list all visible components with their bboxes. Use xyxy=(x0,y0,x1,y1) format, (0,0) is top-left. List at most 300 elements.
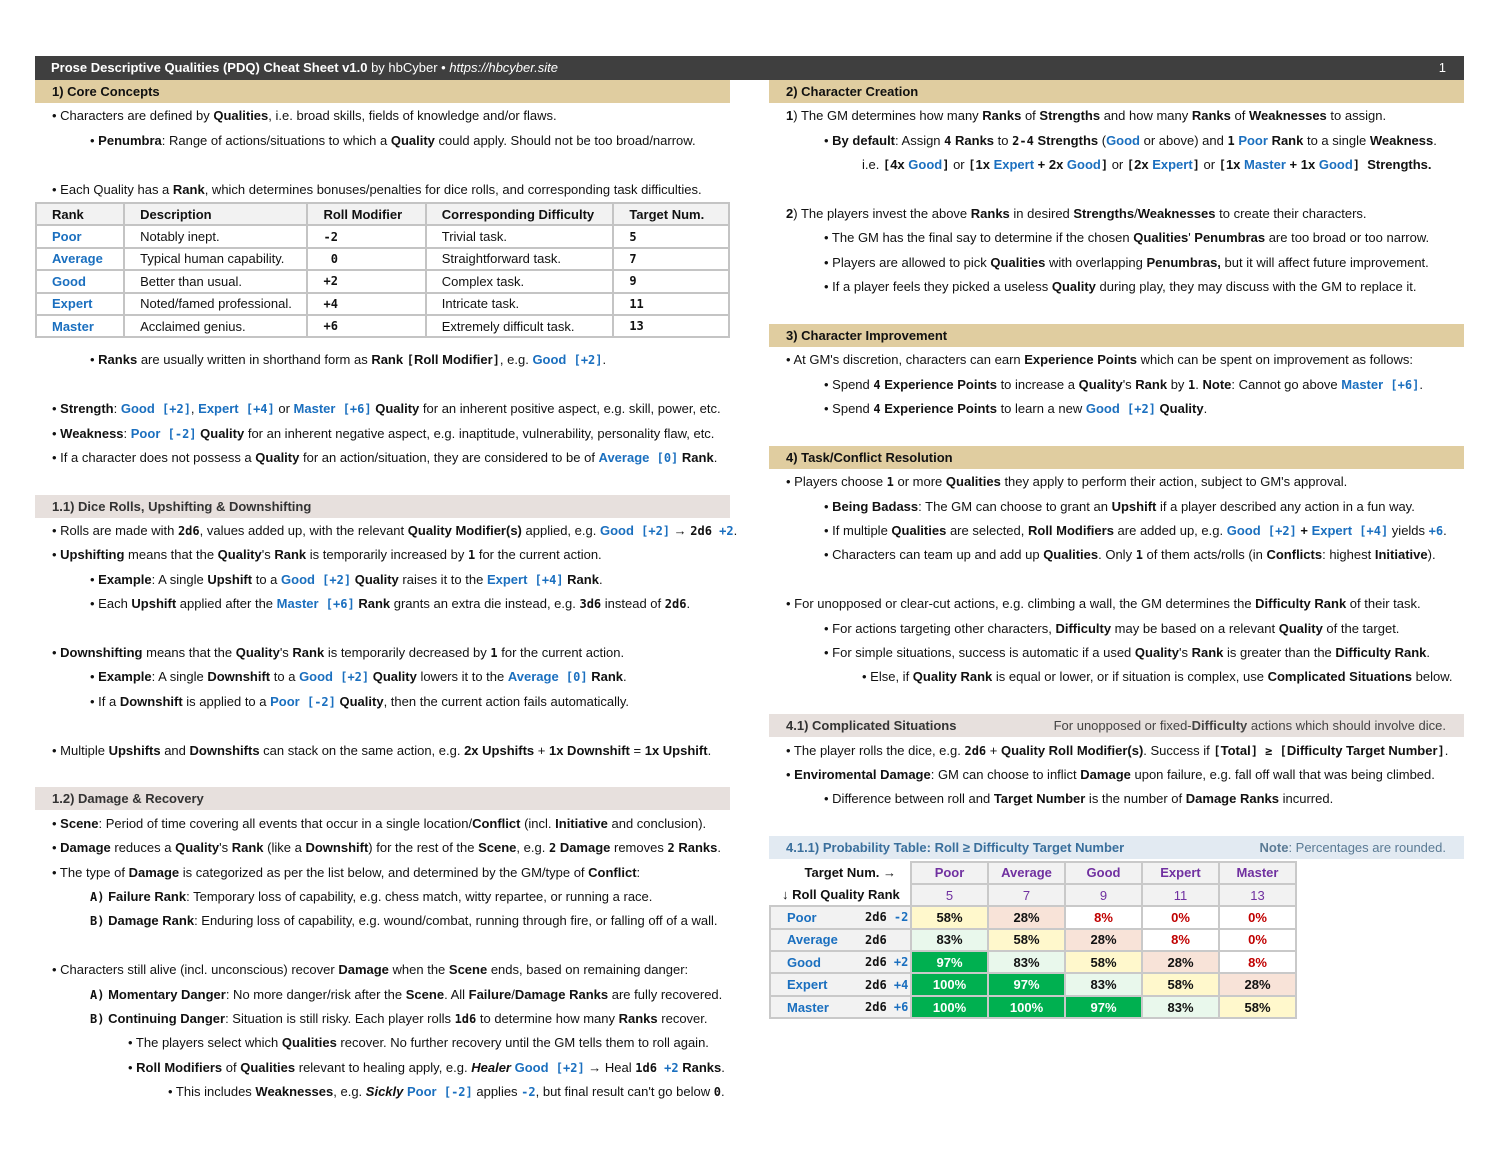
emphasis-text: [-2] xyxy=(160,426,197,441)
emphasis-text: Complicated Situations xyxy=(1267,669,1413,685)
bullet-line xyxy=(35,861,730,885)
bullet-line xyxy=(35,397,730,421)
section-title: 1.1) Dice Rolls, Upshifting & Downshifting xyxy=(52,498,312,514)
page-number: 1 xyxy=(1438,60,1446,75)
emphasis-text: Difficulty xyxy=(1191,718,1248,734)
emphasis-text: 4 xyxy=(944,133,952,148)
text-run: relevant to healing apply, e.g. xyxy=(295,1059,472,1075)
emphasis-text: Expert xyxy=(198,401,239,417)
emphasis-text: Quality xyxy=(372,669,417,685)
emphasis-text: Note xyxy=(1202,376,1232,392)
table-cell: Typical human capability. xyxy=(124,248,307,270)
site-link[interactable]: https://hbcyber.site xyxy=(449,60,558,75)
text-run: or xyxy=(949,157,969,173)
emphasis-text: [+4] xyxy=(527,572,564,587)
text-run: is applied to a xyxy=(182,693,271,709)
text-run: • xyxy=(786,766,795,782)
emphasis-text: Good xyxy=(514,1059,549,1075)
table-cell: Poor xyxy=(36,225,124,247)
blank-line xyxy=(35,470,730,494)
row-roll xyxy=(865,973,911,995)
blank-line xyxy=(35,153,730,177)
text-run: • The type of xyxy=(52,864,129,880)
bullet-line xyxy=(769,153,1464,177)
text-run: below. xyxy=(1412,669,1453,685)
emphasis-text: Upshift xyxy=(207,571,253,587)
bullet-line xyxy=(769,592,1464,616)
emphasis-text: Weakness xyxy=(60,425,124,441)
emphasis-text: Initiative xyxy=(555,815,608,831)
probability-cell: 97% xyxy=(988,973,1065,995)
text-run: • At GM's discretion, characters can earn xyxy=(786,352,1025,368)
emphasis-text: [ xyxy=(968,158,976,173)
text-run: . Success if xyxy=(1143,742,1214,758)
emphasis-text: Good xyxy=(1106,132,1140,148)
emphasis-text: [0] xyxy=(649,450,679,465)
text-run: applied after the xyxy=(176,596,277,612)
text-run: during play, they may discuss with the GM to replace it. xyxy=(1095,279,1417,295)
emphasis-text: Being Badass xyxy=(832,498,919,514)
text-run: • The players select which xyxy=(128,1035,282,1051)
emphasis-text: Damage xyxy=(559,840,611,856)
text-run: for an action/situation, they are considered to be of xyxy=(299,449,599,465)
emphasis-text: Ranks xyxy=(970,205,1010,221)
text-run: recover. No further recovery until the GM tells them to roll again. xyxy=(336,1035,709,1051)
text-run: means that the xyxy=(124,547,218,563)
text-run: is temporarily decreased by xyxy=(324,645,491,661)
roll-dice: 2d6 xyxy=(865,977,887,992)
text-run: → Heal xyxy=(584,1059,636,1075)
column-rank: Poor xyxy=(911,862,988,884)
text-run: : Temporary loss of capability, e.g. chess match, witty repartee, or running a race. xyxy=(186,888,653,904)
table-cell: 5 xyxy=(613,225,729,247)
rank-table xyxy=(35,202,730,338)
text-run: . xyxy=(721,1059,725,1075)
text-run: • Difference between roll and xyxy=(824,791,994,807)
text-run: . xyxy=(1419,376,1423,392)
probability-cell: 83% xyxy=(911,929,988,951)
emphasis-text: Quality xyxy=(175,840,220,856)
bullet-line xyxy=(769,495,1464,519)
emphasis-text: [ xyxy=(406,353,414,368)
emphasis-text: Weaknesses xyxy=(1137,205,1216,221)
text-run: actions which should involve dice. xyxy=(1247,718,1446,734)
emphasis-text: Experience Points xyxy=(884,401,997,417)
blank-line xyxy=(769,568,1464,592)
emphasis-text: Qualities xyxy=(945,474,1001,490)
blank-line xyxy=(35,763,730,787)
emphasis-text: 2 xyxy=(667,841,675,856)
text-run: , i.e. broad skills, fields of knowledge and/or flaws. xyxy=(268,108,557,124)
corner-label-bottom: ↓ Roll Quality Rank xyxy=(770,884,911,906)
emphasis-text: Damage Ranks xyxy=(514,986,609,1002)
emphasis-text: Example xyxy=(98,571,152,587)
bullet-line xyxy=(35,983,730,1007)
text-run: . xyxy=(733,523,738,539)
text-run: • The player rolls the dice, e.g. xyxy=(786,742,965,758)
emphasis-text: Poor xyxy=(130,425,161,441)
text-run: : Enduring loss of capability, e.g. wound/combat, running through fire, or falling off of a wall. xyxy=(194,913,718,929)
text-run: • If a xyxy=(90,693,120,709)
text-run: . xyxy=(1443,523,1447,539)
text-run: : Period of time covering all events that occur in a single location/ xyxy=(98,815,473,831)
table-row xyxy=(36,248,729,270)
prob-row xyxy=(770,906,1296,928)
bullet-line xyxy=(769,251,1464,275)
emphasis-text: Penumbra xyxy=(98,132,162,148)
emphasis-text: 0 xyxy=(713,1085,721,1100)
text-run: • Else, if xyxy=(862,669,913,685)
column-target: 5 xyxy=(911,884,988,906)
emphasis-text: 2d6 xyxy=(964,743,987,758)
text-run: . xyxy=(1195,376,1203,392)
emphasis-text: Qualities xyxy=(213,108,269,124)
section-header xyxy=(35,787,730,810)
emphasis-text: Average xyxy=(507,669,559,685)
emphasis-text: Rank xyxy=(567,571,599,587)
emphasis-text: [+6] xyxy=(318,597,355,612)
emphasis-text: Weaknesses xyxy=(1248,108,1327,124)
emphasis-text: Rank xyxy=(681,449,714,465)
text-run: means that the xyxy=(142,645,236,661)
emphasis-text: Quality Rank xyxy=(912,669,993,685)
emphasis-text: Poor xyxy=(270,693,300,709)
text-run: (incl. xyxy=(520,815,556,831)
bullet-line xyxy=(769,202,1464,226)
text-run: : Cannot go above xyxy=(1231,376,1342,392)
blank-line xyxy=(769,178,1464,202)
text-run: reduces a xyxy=(110,840,176,856)
probability-cell: 28% xyxy=(1219,973,1296,995)
probability-cell: 0% xyxy=(1142,906,1219,928)
text-run: could apply. Should not be too broad/narrow. xyxy=(434,132,696,148)
table-cell: 9 xyxy=(613,270,729,292)
emphasis-text: Poor xyxy=(1238,132,1268,148)
blank-line xyxy=(35,373,730,397)
emphasis-text: [+2] xyxy=(333,670,370,685)
emphasis-text: [+4] xyxy=(1352,524,1389,539)
emphasis-text: Example xyxy=(98,669,152,685)
emphasis-text: Good xyxy=(299,669,333,685)
corner-label-top: Target Num. → xyxy=(770,862,911,884)
row-roll xyxy=(865,951,911,973)
table-cell: +2 xyxy=(307,270,425,292)
emphasis-text: Good xyxy=(599,523,634,539)
emphasis-text: Scene xyxy=(405,986,445,1002)
emphasis-text: Difficulty Target Number xyxy=(1286,742,1438,758)
table-header-row xyxy=(36,203,729,225)
emphasis-text: Scene xyxy=(60,815,99,831)
bullet-line xyxy=(35,422,730,446)
text-run: 's xyxy=(1122,376,1136,392)
text-run: • xyxy=(52,425,61,441)
text-run: . xyxy=(707,742,712,758)
prob-row xyxy=(770,973,1296,995)
section-header xyxy=(769,714,1464,737)
emphasis-text: Momentary Danger xyxy=(108,986,226,1002)
emphasis-text: Damage Ranks xyxy=(1185,791,1279,807)
text-run: • Each Quality has a xyxy=(52,181,173,197)
emphasis-text: Scene xyxy=(478,840,517,856)
text-run: • Players choose xyxy=(786,474,887,490)
bullet-line xyxy=(35,519,738,543)
emphasis-text: Average xyxy=(598,449,650,465)
text-run: → xyxy=(670,523,691,539)
emphasis-text: Weakness xyxy=(1369,132,1434,148)
emphasis-text: Good xyxy=(1085,401,1120,417)
bullet-line xyxy=(769,665,1464,689)
emphasis-text: Conflicts xyxy=(1266,547,1323,563)
emphasis-text: Ranks xyxy=(98,352,138,368)
table-cell: 13 xyxy=(613,315,729,337)
emphasis-text: ] xyxy=(1100,158,1109,173)
text-run: , e.g. xyxy=(499,352,533,368)
text-run: ) for the rest of the xyxy=(368,840,479,856)
bullet-line xyxy=(769,543,1464,567)
probability-cell: 0% xyxy=(1219,929,1296,951)
text-run: : Percentages are rounded. xyxy=(1288,840,1446,856)
emphasis-text: A) xyxy=(90,889,105,904)
text-run: are fully recovered. xyxy=(608,986,723,1002)
row-roll xyxy=(865,906,911,928)
roll-modifier: +2 xyxy=(893,955,909,970)
probability-cell: 8% xyxy=(1142,929,1219,951)
row-rank: Expert xyxy=(770,973,865,995)
bullet-line xyxy=(35,1080,730,1104)
emphasis-text: [ xyxy=(1213,743,1221,758)
text-run: , but final result can't go below xyxy=(535,1084,714,1100)
emphasis-text: Downshift xyxy=(119,693,183,709)
emphasis-text: 2 xyxy=(548,841,557,856)
emphasis-text: A) xyxy=(90,987,105,1002)
text-run: are added up, e.g. xyxy=(1113,523,1227,539)
emphasis-text: Quality xyxy=(354,571,399,587)
text-run: , values added up, with the relevant xyxy=(199,523,408,539)
emphasis-text: 2-4 xyxy=(1012,133,1034,148)
emphasis-text: 2x Upshifts xyxy=(464,742,535,758)
bullet-line xyxy=(35,739,730,763)
emphasis-text: Penumbras, xyxy=(1146,254,1221,270)
probability-cell: 58% xyxy=(911,906,988,928)
text-run: . All xyxy=(444,986,469,1002)
table-cell: +4 xyxy=(307,293,425,315)
emphasis-text: +2 xyxy=(711,524,734,539)
bullet-line xyxy=(35,1031,730,1055)
emphasis-text: Qualities xyxy=(1133,230,1189,246)
text-run: to a xyxy=(270,669,300,685)
blank-line xyxy=(35,934,730,958)
text-run: for the current action. xyxy=(497,645,625,661)
emphasis-text: Enviromental Damage xyxy=(794,766,931,782)
text-run: • xyxy=(90,132,99,148)
bullet-line xyxy=(35,348,730,372)
text-run: • Players are allowed to pick xyxy=(824,254,991,270)
emphasis-text: Ranks xyxy=(678,840,718,856)
text-run: , e.g. xyxy=(333,1084,366,1100)
emphasis-text: Qualities xyxy=(990,254,1046,270)
bullet-line xyxy=(35,665,730,689)
column-header: Corresponding Difficulty xyxy=(426,203,614,225)
section-title: 2) Character Creation xyxy=(786,84,919,99)
text-run: ) The GM determines how many xyxy=(793,108,983,124)
row-rank: Good xyxy=(770,951,865,973)
text-run: yields xyxy=(1388,523,1429,539)
emphasis-text: Weaknesses xyxy=(255,1084,334,1100)
blank-line xyxy=(35,714,730,738)
emphasis-text: 2d6 xyxy=(177,524,200,539)
emphasis-text: Ranks xyxy=(682,1059,722,1075)
emphasis-text: Roll Modifiers xyxy=(1027,523,1114,539)
emphasis-text: Upshifts xyxy=(108,742,161,758)
section-header xyxy=(35,495,730,518)
emphasis-text: Strengths xyxy=(1039,108,1101,124)
bullet-line xyxy=(769,763,1464,787)
row-rank: Master xyxy=(770,996,865,1018)
document-title-line xyxy=(51,56,558,80)
emphasis-text: Good xyxy=(1318,157,1353,173)
emphasis-text: Expert xyxy=(1152,157,1193,173)
text-run: applies xyxy=(472,1084,522,1100)
text-run: or xyxy=(1199,157,1219,173)
text-run: for an inherent positive aspect, e.g. skill, power, etc. xyxy=(419,401,721,417)
emphasis-text: Roll Modifier xyxy=(413,352,493,368)
text-run: . xyxy=(1433,132,1437,148)
text-run: + xyxy=(534,742,549,758)
emphasis-text: Good xyxy=(1226,523,1261,539)
bullet-line xyxy=(769,641,1464,665)
text-run: • xyxy=(52,840,61,856)
text-run: . Only xyxy=(1098,547,1136,563)
column-header: Target Num. xyxy=(613,203,729,225)
prob-header-row xyxy=(770,862,1296,884)
text-run: : A single xyxy=(151,571,208,587)
text-run: by xyxy=(1167,376,1189,392)
emphasis-text: Rank xyxy=(292,645,325,661)
text-run: , which determines bonuses/penalties for dice rolls, and corresponding task difficulties. xyxy=(204,181,702,197)
emphasis-text: Downshift xyxy=(305,840,369,856)
emphasis-text: Rank xyxy=(1191,644,1224,660)
bullet-line xyxy=(35,178,730,202)
emphasis-text: Damage xyxy=(128,864,180,880)
text-run: : xyxy=(123,425,131,441)
text-run: if a player described any action in a fun way. xyxy=(1156,498,1415,514)
emphasis-text: Difficulty Rank xyxy=(1255,596,1347,612)
bullet-line xyxy=(769,470,1464,494)
text-run: • Spend xyxy=(824,401,874,417)
text-run: = xyxy=(629,742,645,758)
roll-dice: 2d6 xyxy=(865,910,887,925)
bullet-line xyxy=(769,739,1464,763)
text-run: • xyxy=(90,352,99,368)
text-run: / xyxy=(511,986,515,1002)
probability-table xyxy=(769,861,1297,1020)
emphasis-text: Penumbras xyxy=(1194,230,1266,246)
text-run: . xyxy=(598,571,603,587)
column-rank: Master xyxy=(1219,862,1296,884)
text-run: • Rolls are made with xyxy=(52,523,178,539)
emphasis-text: Good xyxy=(532,352,567,368)
probability-cell: 28% xyxy=(1142,951,1219,973)
bullet-line xyxy=(769,348,1464,372)
text-run: • xyxy=(52,815,61,831)
bullet-line xyxy=(35,836,730,860)
text-run: is categorized as per the list below, and determined by the GM/type of xyxy=(179,864,589,880)
emphasis-text: 1 xyxy=(467,548,476,563)
emphasis-text: Difficulty Rank xyxy=(1335,644,1427,660)
bullet-line xyxy=(769,129,1464,153)
text-run: of them acts/rolls (in xyxy=(1142,547,1267,563)
bullet-line xyxy=(35,690,730,714)
emphasis-text: Quality Roll Modifier(s) xyxy=(1000,742,1144,758)
emphasis-text: [+2] xyxy=(314,572,352,587)
emphasis-text: Good xyxy=(908,157,943,173)
emphasis-text: 4 xyxy=(873,402,881,417)
text-run: removes xyxy=(610,840,668,856)
text-run: is temporarily increased by xyxy=(306,547,468,563)
table-cell: Master xyxy=(36,315,124,337)
table-cell: Straightforward task. xyxy=(426,248,614,270)
emphasis-text: [-2] xyxy=(436,1085,473,1100)
text-run: ). xyxy=(1427,547,1436,563)
probability-cell: 58% xyxy=(988,929,1065,951)
emphasis-text: Upshifting xyxy=(60,547,125,563)
text-run: . xyxy=(1444,742,1449,758)
emphasis-text: ] xyxy=(1192,158,1200,173)
emphasis-text: Strength xyxy=(60,401,114,417)
text-run: is greater than the xyxy=(1223,644,1336,660)
text-run: ( xyxy=(1098,132,1107,148)
emphasis-text: [+2] xyxy=(1119,402,1156,417)
emphasis-text: Strengths xyxy=(1037,132,1099,148)
roll-modifier: -2 xyxy=(893,910,909,925)
text-run: • The GM has the final say to determine if the chosen xyxy=(824,230,1134,246)
table-cell: Trivial task. xyxy=(426,225,614,247)
bullet-line xyxy=(35,812,730,836)
text-run: • xyxy=(52,401,61,417)
roll-dice: 2d6 xyxy=(865,955,887,970)
emphasis-text: Strengths xyxy=(1073,205,1135,221)
emphasis-text: Total xyxy=(1220,742,1251,758)
emphasis-text: 1 xyxy=(886,475,894,490)
text-run: • Characters can team up and add up xyxy=(824,547,1044,563)
emphasis-text: Master xyxy=(276,596,319,612)
text-run: lowers it to the xyxy=(416,669,508,685)
text-run: to assign. xyxy=(1326,108,1387,124)
emphasis-text: [+2] xyxy=(566,353,603,368)
bullet-line xyxy=(35,592,730,616)
emphasis-text: [ xyxy=(882,158,891,173)
emphasis-text: + xyxy=(1296,523,1312,539)
emphasis-text: Good xyxy=(281,571,315,587)
text-run: ' xyxy=(1188,230,1195,246)
table-cell: Good xyxy=(36,270,124,292)
column-target: 7 xyxy=(988,884,1065,906)
emphasis-text: [-2] xyxy=(299,694,336,709)
column-header: Roll Modifier xyxy=(307,203,425,225)
emphasis-text: -2 xyxy=(521,1085,536,1100)
bullet-line xyxy=(35,885,730,909)
roll-dice: 2d6 xyxy=(865,932,887,947)
text-run: , then the current action fails automatically. xyxy=(383,693,630,709)
emphasis-text: [+2] xyxy=(1260,524,1297,539)
emphasis-text: Quality xyxy=(1159,401,1204,417)
emphasis-text: Downshifting xyxy=(60,645,143,661)
emphasis-text: +2 xyxy=(656,1060,679,1075)
emphasis-text: ] ≥ [ xyxy=(1250,743,1287,758)
emphasis-text: + 1x xyxy=(1285,157,1319,173)
probability-cell: 97% xyxy=(1065,996,1142,1018)
emphasis-text: 1d6 xyxy=(635,1060,657,1075)
